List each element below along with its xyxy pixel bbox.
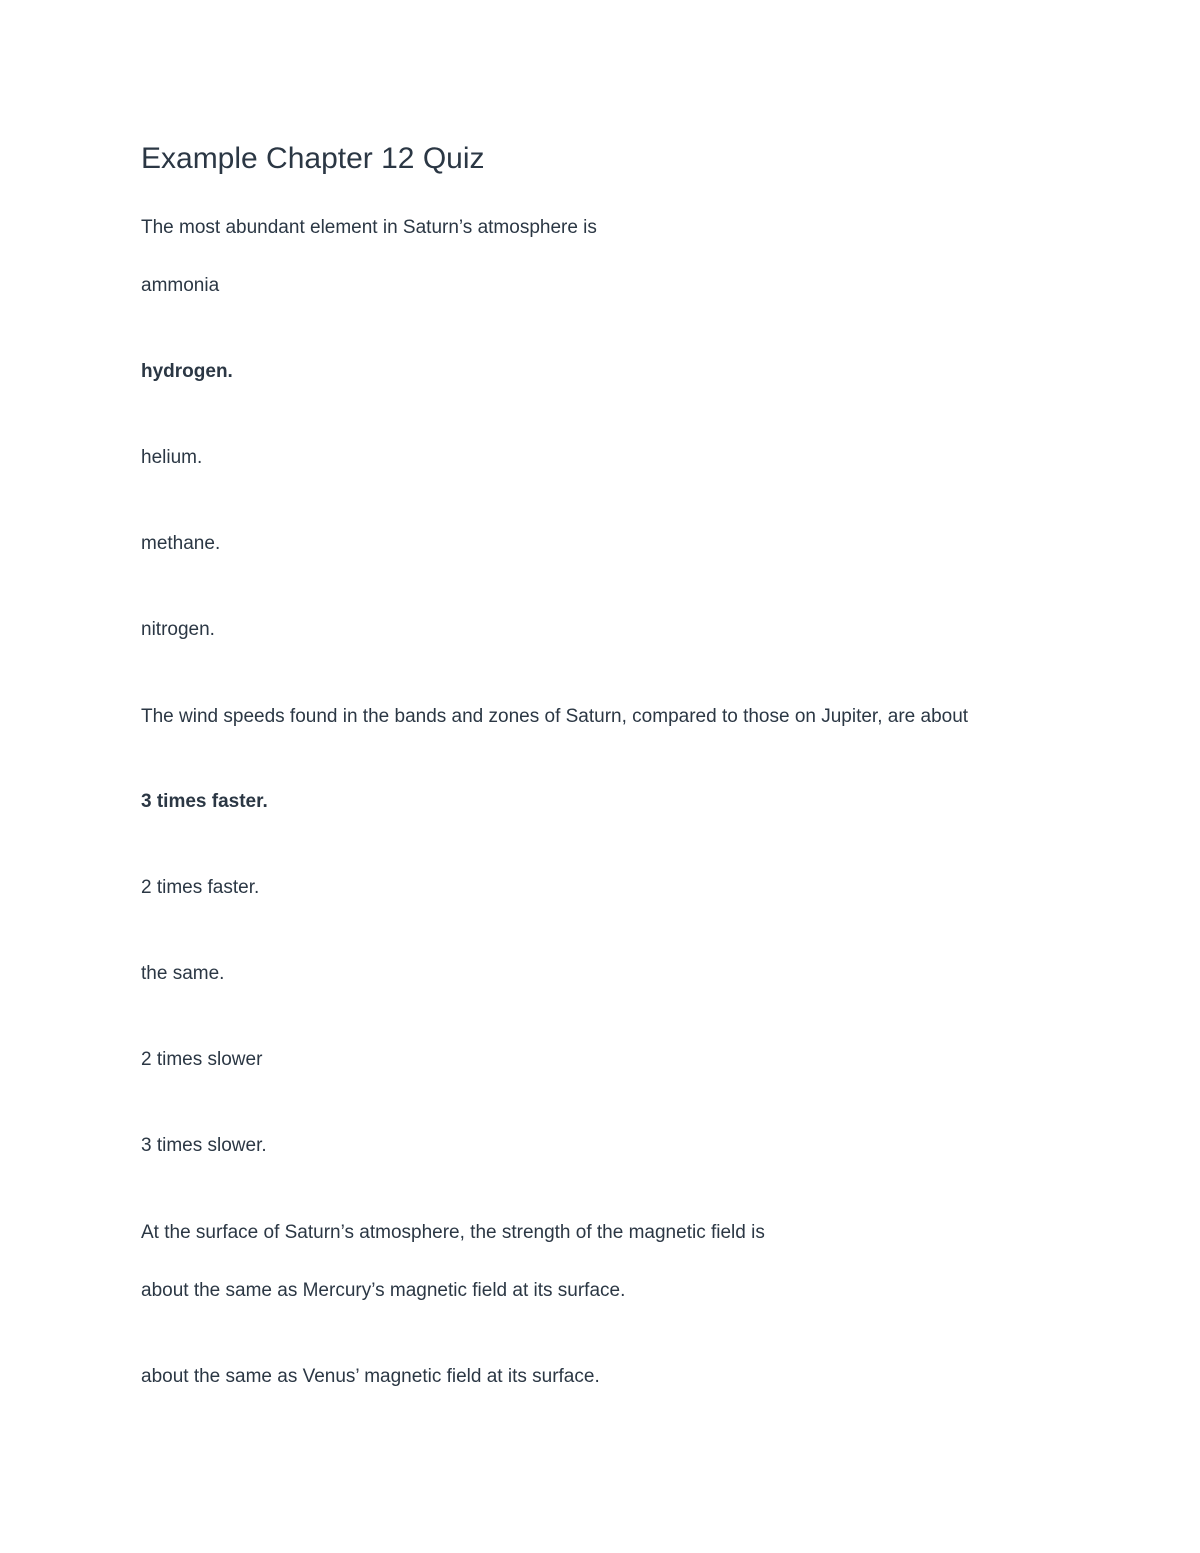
question-1-prompt: The most abundant element in Saturn’s atmosphere is [141,217,597,238]
question-3-option-2: about the same as Venus’ magnetic field at its surface. [141,1366,600,1387]
page-title: Example Chapter 12 Quiz [141,142,485,175]
question-3-prompt: At the surface of Saturn’s atmosphere, the strength of the magnetic field is [141,1222,765,1243]
question-2-option-2: 2 times faster. [141,877,260,898]
question-2-option-4: 2 times slower [141,1049,263,1070]
question-3-option-1: about the same as Mercury’s magnetic field at its surface. [141,1280,626,1301]
question-1-option-2-correct: hydrogen. [141,361,233,382]
question-1-option-3: helium. [141,447,203,468]
question-2-option-3: the same. [141,963,225,984]
question-2-option-5: 3 times slower. [141,1135,267,1156]
question-1-option-4: methane. [141,533,221,554]
question-2-prompt: The wind speeds found in the bands and zones of Saturn, compared to those on Jupiter, are about [141,706,969,727]
question-1-option-1: ammonia [141,275,220,296]
question-1-option-5: nitrogen. [141,619,215,640]
question-2-option-1-correct: 3 times faster. [141,791,268,812]
